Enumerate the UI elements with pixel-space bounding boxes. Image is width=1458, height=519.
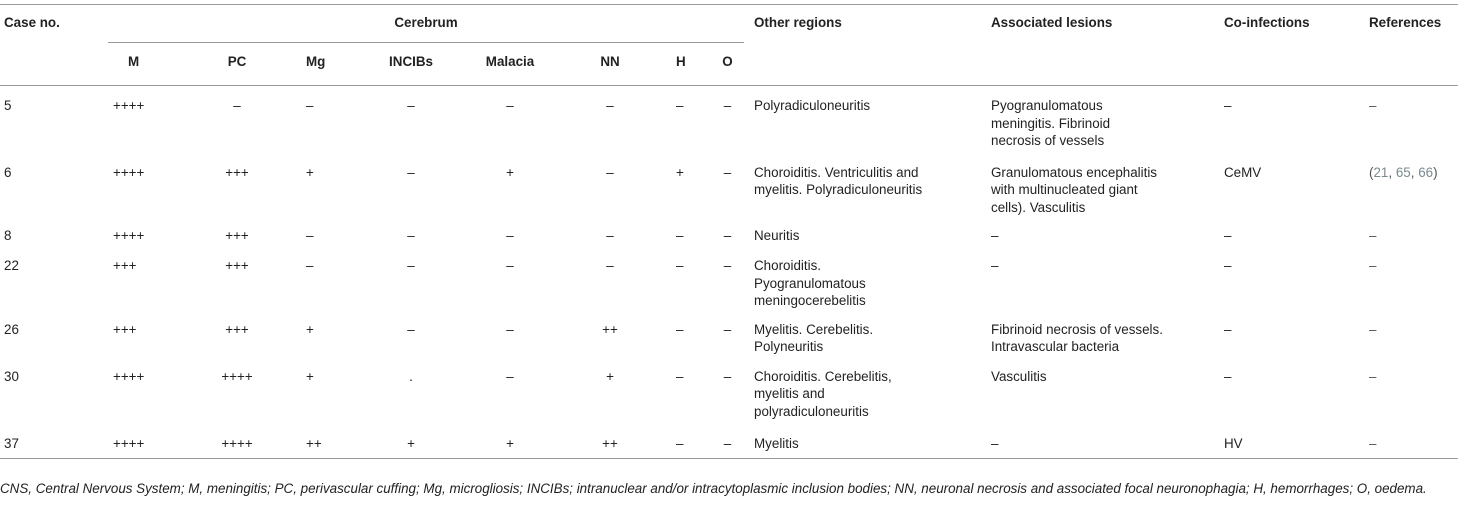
cell-co-infections: CeMV xyxy=(1224,164,1262,180)
cell-other-regions xyxy=(744,246,991,310)
cell-associated-lesions xyxy=(991,153,1224,217)
cell-o: – xyxy=(723,164,732,180)
cell-co-infections: – xyxy=(1224,228,1232,243)
cell-other-regions xyxy=(744,86,991,153)
table-row xyxy=(0,357,1458,424)
associated-lesions-line: Vasculitis xyxy=(991,368,1047,384)
associated-lesions-line: Fibrinoid necrosis of vessels. xyxy=(991,321,1163,337)
associated-lesions-line: with multinucleated giant xyxy=(991,182,1138,197)
reference-link[interactable]: 65 xyxy=(1395,164,1411,180)
cell-nn: + xyxy=(606,368,614,384)
header-row-sub xyxy=(0,43,1458,86)
header-associated-lesions: Associated lesions xyxy=(991,5,1224,43)
table-row xyxy=(0,424,1458,459)
cell-co-infections: HV xyxy=(1224,424,1369,459)
cell-o: – xyxy=(723,98,732,113)
table-row xyxy=(0,153,1458,217)
cell-mg: – xyxy=(306,258,314,273)
other-regions-line: Choroiditis. Ventriculitis and xyxy=(754,164,919,180)
reference-punct: , xyxy=(1388,164,1396,180)
cell-incibs: + xyxy=(351,424,471,459)
table-row xyxy=(0,216,1458,246)
cell-co-infections: – xyxy=(1224,98,1232,113)
cell-h: – xyxy=(676,258,684,273)
cell-case-no: 37 xyxy=(0,424,108,459)
cell-m: ++++ xyxy=(113,98,145,113)
cell-pc: +++ xyxy=(225,228,249,243)
cell-associated-lesions xyxy=(991,246,1224,310)
cell-m: ++++ xyxy=(113,228,145,243)
cell-references: – xyxy=(1369,98,1377,113)
table-row xyxy=(0,246,1458,310)
cell-m: +++ xyxy=(113,258,137,273)
cell-case-no: 30 xyxy=(4,368,19,384)
reference-punct: , xyxy=(1410,164,1419,180)
header-malacia: Malacia xyxy=(471,43,549,86)
header-h: H xyxy=(671,43,711,86)
cell-incibs: – xyxy=(407,98,415,113)
cell-references: – xyxy=(1369,321,1377,337)
header-row-top xyxy=(0,5,1458,43)
cell-other-regions xyxy=(744,310,991,357)
cell-co-infections: – xyxy=(1224,321,1232,337)
cell-h: – xyxy=(671,424,711,459)
cell-m: ++++ xyxy=(108,424,168,459)
other-regions-line: Pyogranulomatous xyxy=(754,275,866,291)
other-regions-line: polyradiculoneuritis xyxy=(754,403,869,419)
cell-h: – xyxy=(676,321,684,337)
header-blank xyxy=(1369,43,1458,86)
cell-case-no: 5 xyxy=(4,98,12,113)
cell-pc: ++++ xyxy=(168,424,306,459)
associated-lesions-line: cells). Vasculitis xyxy=(991,199,1086,215)
header-other-regions: Other regions xyxy=(744,5,991,43)
cell-references xyxy=(1369,153,1458,217)
cell-pc: ++++ xyxy=(221,368,253,384)
cell-h: – xyxy=(676,228,684,243)
cell-m: ++++ xyxy=(113,164,145,180)
other-regions-line: meningocerebelitis xyxy=(754,293,866,308)
reference-punct: ( xyxy=(1369,164,1374,180)
cell-o: – xyxy=(711,424,744,459)
table-row xyxy=(0,86,1458,153)
cell-nn: ++ xyxy=(549,424,671,459)
associated-lesions-line: – xyxy=(991,228,999,243)
cell-references: – xyxy=(1369,424,1458,459)
cell-pc: +++ xyxy=(225,321,249,337)
header-blank xyxy=(991,43,1224,86)
cell-case-no: 6 xyxy=(4,164,12,180)
associated-lesions-line: Intravascular bacteria xyxy=(991,339,1120,354)
other-regions-line: Myelitis xyxy=(754,435,799,451)
cell-other-regions xyxy=(744,153,991,217)
reference-link[interactable]: 66 xyxy=(1418,164,1434,180)
cell-associated-lesions xyxy=(991,216,1224,246)
cell-mg: – xyxy=(306,98,314,113)
cell-references: – xyxy=(1369,368,1377,384)
cell-nn: – xyxy=(606,164,614,180)
associated-lesions-line: – xyxy=(991,435,999,451)
table-row xyxy=(0,310,1458,357)
cell-malacia: – xyxy=(506,368,514,384)
table-footnote: CNS, Central Nervous System; M, meningitis; PC, perivascular cuffing; Mg, microgliosis; INCIBs; intranuclear and/or intracytoplasmic inclusion bodies; NN, neuronal necrosis and associated focal neuronophagia; H, hemorrhages; O, oedema. xyxy=(0,481,1427,496)
cell-references: – xyxy=(1369,228,1377,243)
cell-nn: – xyxy=(606,258,614,273)
cell-malacia: – xyxy=(506,98,514,113)
other-regions-line: Choroiditis. Cerebelitis, xyxy=(754,368,892,384)
cell-case-no: 8 xyxy=(4,228,12,243)
associated-lesions-line: meningitis. Fibrinoid xyxy=(991,115,1111,131)
cell-incibs: – xyxy=(407,164,415,180)
cell-other-regions xyxy=(744,357,991,424)
header-case-no: Case no. xyxy=(0,5,108,43)
cell-other-regions xyxy=(744,424,991,459)
cell-case-no: 22 xyxy=(4,258,19,273)
cell-associated-lesions xyxy=(991,424,1224,459)
other-regions-line: myelitis. Polyradiculoneuritis xyxy=(754,182,923,197)
cell-mg: + xyxy=(306,164,314,180)
associated-lesions-line: Granulomatous encephalitis xyxy=(991,164,1158,180)
header-blank xyxy=(1224,43,1369,86)
other-regions-line: Choroiditis. xyxy=(754,258,821,273)
cell-co-infections: – xyxy=(1224,368,1232,384)
reference-link[interactable]: 21 xyxy=(1373,164,1389,180)
header-references: References xyxy=(1369,5,1458,43)
cell-o: – xyxy=(723,228,732,243)
associated-lesions-line: Pyogranulomatous xyxy=(991,98,1103,113)
header-m: M xyxy=(108,43,168,86)
cell-co-infections: – xyxy=(1224,258,1232,273)
cell-h: + xyxy=(676,164,684,180)
table-body xyxy=(0,86,1458,459)
cell-nn: – xyxy=(606,98,614,113)
cell-m: ++++ xyxy=(113,368,145,384)
other-regions-line: Myelitis. Cerebelitis. xyxy=(754,321,874,337)
cell-associated-lesions xyxy=(991,357,1224,424)
cell-pc: +++ xyxy=(225,164,249,180)
cell-malacia: – xyxy=(506,258,514,273)
cell-pc: +++ xyxy=(225,258,249,273)
cell-pc: – xyxy=(233,98,241,113)
header-co-infections: Co-infections xyxy=(1224,5,1369,43)
lesions-table xyxy=(0,4,1458,459)
cell-malacia: – xyxy=(506,228,514,243)
header-pc: PC xyxy=(168,43,306,86)
associated-lesions-line: necrosis of vessels xyxy=(991,133,1105,148)
cell-mg: + xyxy=(306,321,314,337)
other-regions-line: Polyneuritis xyxy=(754,339,824,354)
header-nn: NN xyxy=(549,43,671,86)
cell-malacia: + xyxy=(471,424,549,459)
cell-nn: ++ xyxy=(602,321,618,337)
associated-lesions-line: – xyxy=(991,258,999,273)
header-incibs: INCIBs xyxy=(351,43,471,86)
other-regions-line: myelitis and xyxy=(754,386,825,401)
table-header xyxy=(0,5,1458,86)
cell-h: – xyxy=(676,368,684,384)
cell-incibs: . xyxy=(409,368,413,384)
cell-incibs: – xyxy=(407,258,415,273)
cell-incibs: – xyxy=(407,228,415,243)
header-blank xyxy=(0,43,108,86)
cell-nn: – xyxy=(606,228,614,243)
cell-o: – xyxy=(723,321,732,337)
cell-mg: – xyxy=(306,228,314,243)
cell-associated-lesions xyxy=(991,86,1224,153)
cell-m: +++ xyxy=(113,321,137,337)
cell-incibs: – xyxy=(407,321,415,337)
header-o: O xyxy=(711,43,744,86)
reference-punct: ) xyxy=(1433,164,1438,180)
cell-malacia: + xyxy=(506,164,514,180)
other-regions-line: Neuritis xyxy=(754,228,800,243)
cell-associated-lesions xyxy=(991,310,1224,357)
header-blank xyxy=(744,43,991,86)
cell-mg: ++ xyxy=(306,424,351,459)
cell-case-no: 26 xyxy=(4,321,19,337)
cell-o: – xyxy=(723,258,732,273)
header-mg: Mg xyxy=(306,43,351,86)
cell-references: – xyxy=(1369,258,1377,273)
header-cerebrum: Cerebrum xyxy=(108,5,744,43)
cell-mg: + xyxy=(306,368,314,384)
other-regions-line: Polyradiculoneuritis xyxy=(754,98,871,113)
cell-malacia: – xyxy=(506,321,514,337)
cell-o: – xyxy=(723,368,732,384)
cell-other-regions xyxy=(744,216,991,246)
cell-h: – xyxy=(676,98,684,113)
